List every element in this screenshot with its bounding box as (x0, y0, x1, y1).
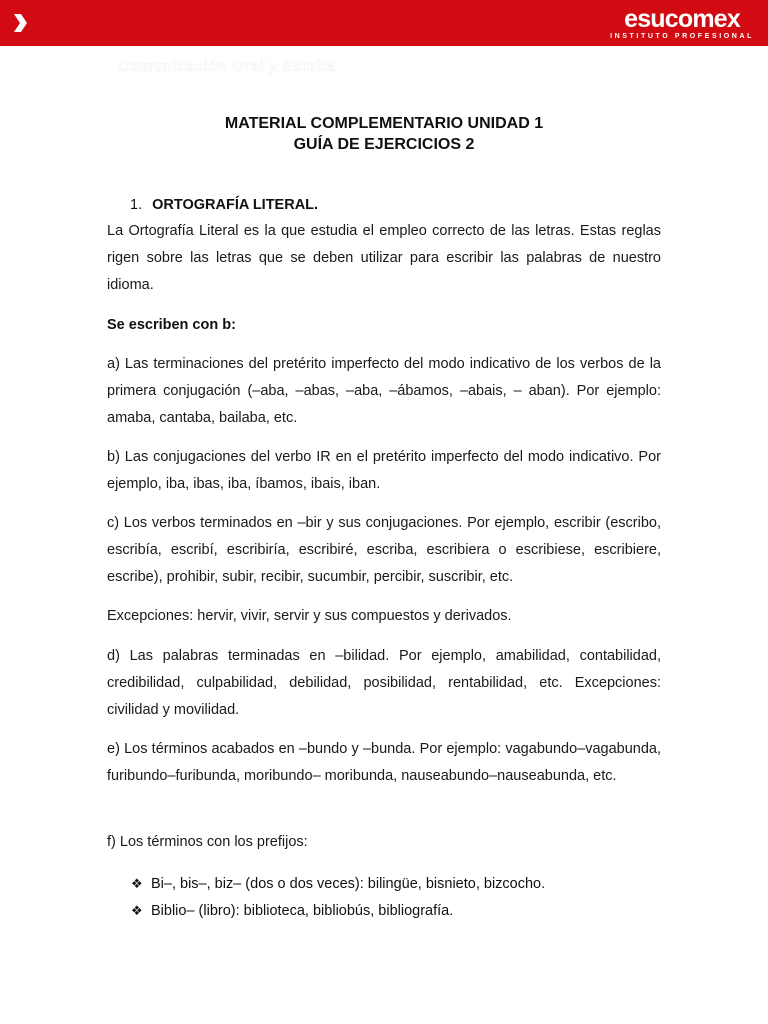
rule-a-paragraph: a) Las terminaciones del pretérito imperfecto del modo indicativo de los verbos de la primera conjugación (–aba, –abas, –aba, –ábamos, –abais, – aban). Por ejemplo: amaba, cantaba, bailaba, etc. (107, 356, 661, 426)
header-bar (0, 0, 768, 46)
list-item-text: Bi–, bis–, biz– (dos o dos veces): bilingüe, bisnieto, bizcocho. (151, 876, 546, 892)
intro-paragraph: La Ortografía Literal es la que estudia el empleo correcto de las letras. Estas reglas rigen sobre las letras que se deben utilizar para escribir las palabras de nuestro idioma. (107, 223, 661, 293)
diamond-bullet-icon: ❖ (131, 903, 143, 918)
document-title: MATERIAL COMPLEMENTARIO UNIDAD 1 (224, 115, 544, 132)
exceptions-paragraph: Excepciones: hervir, vivir, servir y sus compuestos y derivados. (107, 608, 512, 624)
chevron-right-icon (10, 12, 30, 34)
section-label: ORTOGRAFÍA LITERAL. (152, 197, 319, 213)
list-item (131, 874, 545, 894)
list-item-text: Biblio– (libro): biblioteca, bibliobús, bibliografía. (151, 903, 454, 919)
logo (610, 6, 754, 41)
section-number: 1. (130, 197, 143, 213)
section-heading (130, 197, 318, 213)
list-item (131, 901, 453, 921)
logo-subtitle: INSTITUTO PROFESIONAL (610, 33, 754, 40)
rule-e-paragraph: e) Los términos acabados en –bundo y –bunda. Por ejemplo: vagabundo–vagabunda, furibundo–furibunda, moribundo– moribunda, nauseabundo–nauseabunda, etc. (107, 741, 661, 784)
rule-b-paragraph: b) Las conjugaciones del verbo IR en el pretérito imperfecto del modo indicativo. Por ejemplo, iba, ibas, iba, íbamos, ibais, iban. (107, 449, 661, 492)
document-subtitle: GUÍA DE EJERCICIOS 2 (293, 136, 475, 153)
rule-f-paragraph: f) Los términos con los prefijos: (107, 834, 308, 850)
subheading: Se escriben con b: (107, 317, 236, 333)
rule-c-paragraph: c) Los verbos terminados en –bir y sus conjugaciones. Por ejemplo, escribir (escribo, escribía, escribí, escribiría, escribiré, escriba, escribiera o escribiese, escribiere, escribe), prohibir, subir, recibir, sucumbir, percibir, suscribir, etc. (107, 515, 661, 585)
logo-name: esucomex (624, 5, 740, 33)
rule-d-paragraph: d) Las palabras terminadas en –bilidad. Por ejemplo, amabilidad, contabilidad, credibilidad, culpabilidad, debilidad, posibilidad, rentabilidad, etc. Excepciones: civilidad y movilidad. (107, 648, 661, 718)
watermark-text: Comunicación Oral y Escrita (118, 58, 336, 75)
diamond-bullet-icon: ❖ (131, 876, 143, 891)
